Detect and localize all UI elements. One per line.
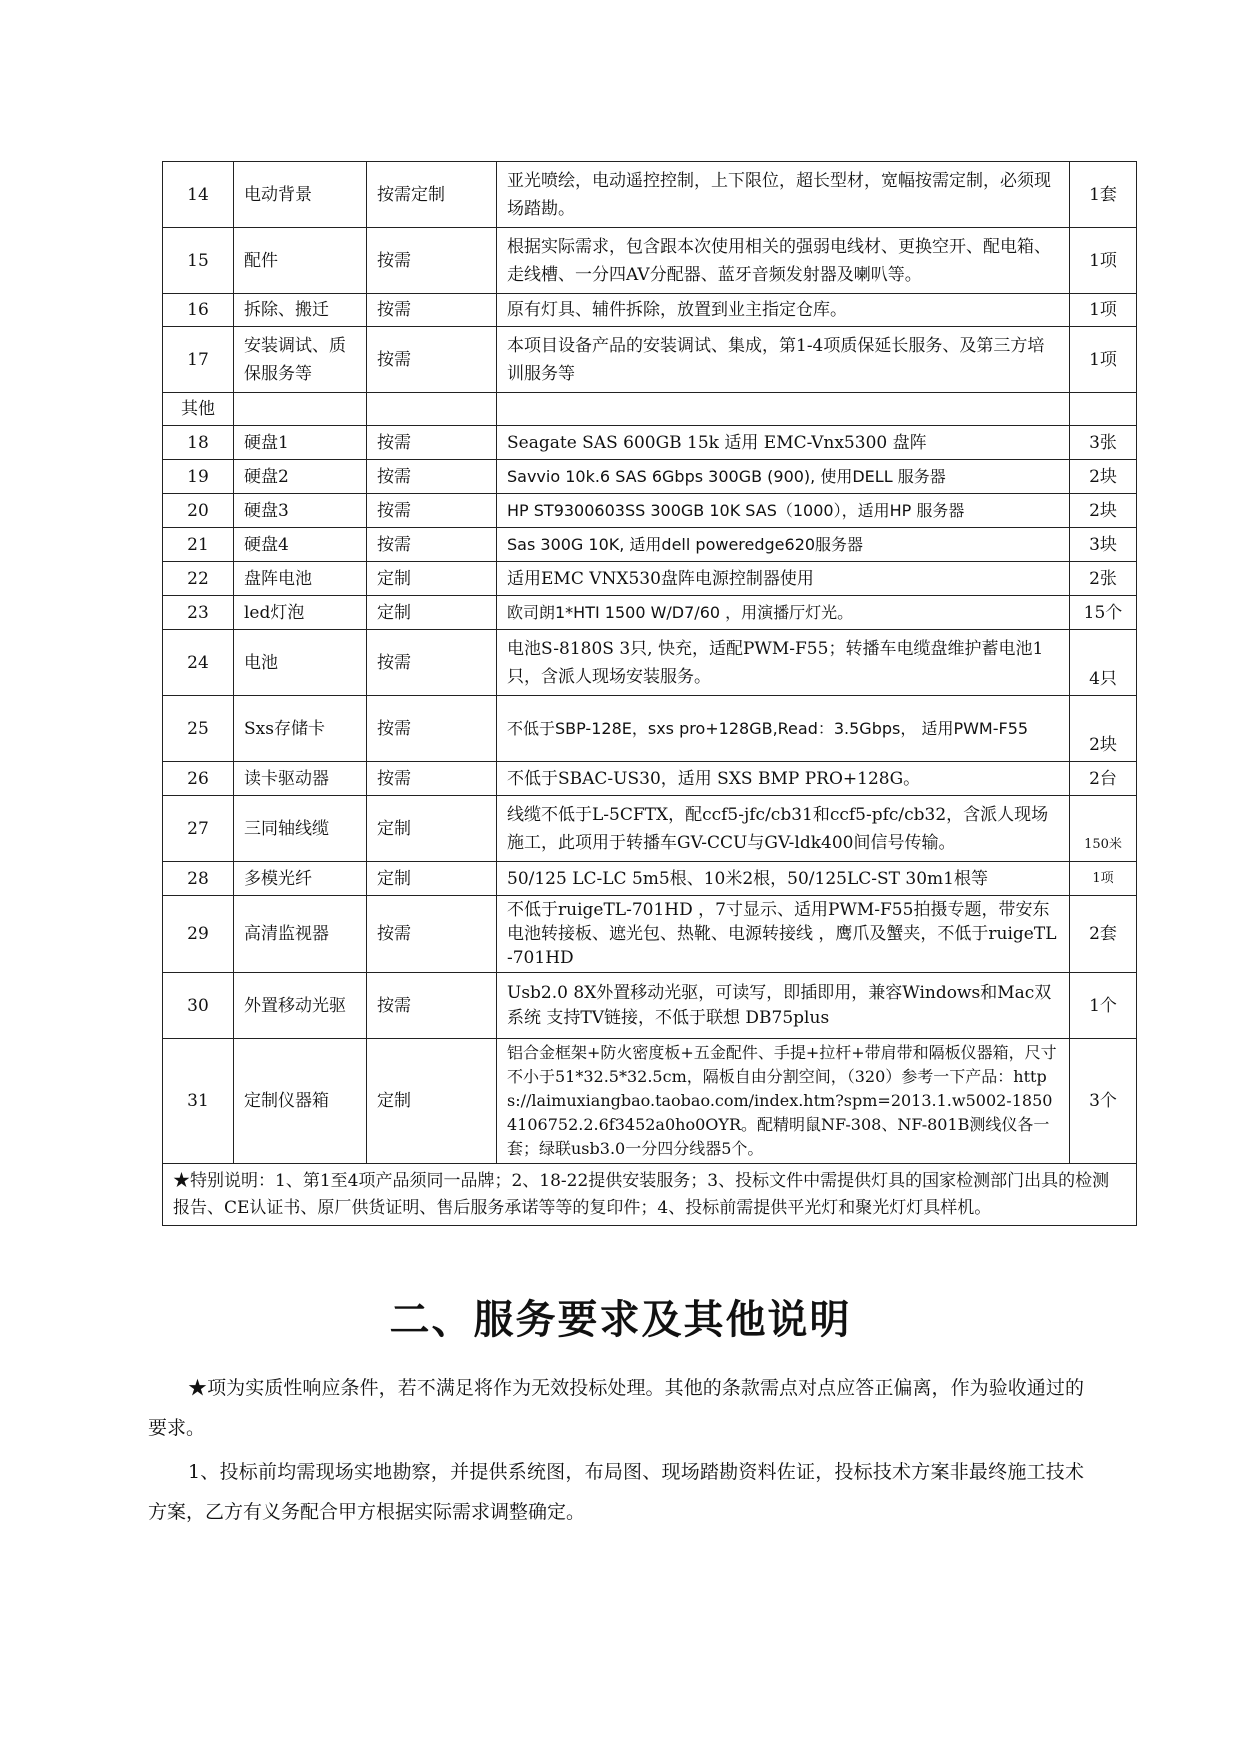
procurement-mode	[367, 393, 497, 426]
item-description: 线缆不低于L-5CFTX，配ccf5-jfc/cb31和ccf5-pfc/cb32，含派人现场施工，此项用于转播车GV-CCU与GV-ldk400间信号传输。	[497, 796, 1070, 862]
table-row	[163, 762, 1137, 796]
procurement-mode: 按需	[367, 630, 497, 696]
item-description: 根据实际需求，包含跟本次使用相关的强弱电线材、更换空开、配电箱、走线槽、一分四AV分配器、蓝牙音频发射器及喇叭等。	[497, 228, 1070, 294]
table-row	[163, 426, 1137, 460]
item-quantity: 3张	[1070, 426, 1137, 460]
item-description: 不低于ruigeTL-701HD ，7寸显示、适用PWM-F55拍摄专题，带安东电池转接板、遮光包、热靴、电源转接线 ，鹰爪及蟹夹，不低于ruigeTL-701HD	[497, 896, 1070, 973]
item-quantity: 15个	[1070, 596, 1137, 630]
table-row	[163, 562, 1137, 596]
item-name	[234, 393, 367, 426]
table-row	[163, 528, 1137, 562]
procurement-mode: 按需	[367, 294, 497, 327]
item-description: 适用EMC VNX530盘阵电源控制器使用	[497, 562, 1070, 596]
item-description: 不低于SBP-128E，sxs pro+128GB,Read：3.5Gbps， 适用PWM-F55	[497, 696, 1070, 762]
item-name: led灯泡	[234, 596, 367, 630]
row-number: 25	[163, 696, 234, 762]
row-number: 30	[163, 973, 234, 1039]
procurement-mode: 定制	[367, 596, 497, 630]
row-number: 15	[163, 228, 234, 294]
item-quantity: 3个	[1070, 1039, 1137, 1164]
item-quantity: 3块	[1070, 528, 1137, 562]
item-quantity: 2块	[1070, 460, 1137, 494]
item-quantity: 1个	[1070, 973, 1137, 1039]
row-number: 16	[163, 294, 234, 327]
item-name: 高清监视器	[234, 896, 367, 973]
item-name: 外置移动光驱	[234, 973, 367, 1039]
table-row	[163, 162, 1137, 228]
item-description: Usb2.0 8X外置移动光驱，可读写，即插即用，兼容Windows和Mac双系统 支持TV链接，不低于联想 DB75plus	[497, 973, 1070, 1039]
item-description: Savvio 10k.6 SAS 6Gbps 300GB (900), 使用DELL 服务器	[497, 460, 1070, 494]
paragraph: 1、投标前均需现场实地勘察，并提供系统图，布局图、现场踏勘资料佐证，投标技术方案非最终施工技术方案，乙方有义务配合甲方根据实际需求调整确定。	[148, 1461, 1084, 1523]
table-row	[163, 973, 1137, 1039]
row-number: 27	[163, 796, 234, 862]
table-row	[163, 294, 1137, 327]
item-quantity: 1项	[1070, 862, 1137, 896]
table-row	[163, 630, 1137, 696]
item-description: 本项目设备产品的安装调试、集成，第1-4项质保延长服务、及第三方培训服务等	[497, 327, 1070, 393]
item-name: 读卡驱动器	[234, 762, 367, 796]
procurement-mode: 按需定制	[367, 162, 497, 228]
procurement-mode: 按需	[367, 696, 497, 762]
item-name: 三同轴线缆	[234, 796, 367, 862]
item-description: 铝合金框架+防火密度板+五金配件、手提+拉杆+带肩带和隔板仪器箱，尺寸不小于51*32.5*32.5cm，隔板自由分割空间，（320）参考一下产品：https://laimuxiangbao.taobao.com/index.htm?spm=2013.1.w5002-18504106752.2.6f3452a0ho0OYR。配精明鼠NF-308、NF-801B测线仪各一套；绿联usb3.0一分四分线器5个。	[497, 1039, 1070, 1164]
spec-table	[162, 161, 1137, 1226]
item-quantity: 150米	[1070, 796, 1137, 862]
item-name: 盘阵电池	[234, 562, 367, 596]
note-row	[163, 1164, 1137, 1226]
item-description: 欧司朗1*HTI 1500 W/D7/60 ，用演播厅灯光。	[497, 596, 1070, 630]
table-row	[163, 1039, 1137, 1164]
item-name: 配件	[234, 228, 367, 294]
item-quantity	[1070, 393, 1137, 426]
procurement-mode: 按需	[367, 762, 497, 796]
row-number: 24	[163, 630, 234, 696]
item-description: Seagate SAS 600GB 15k 适用 EMC-Vnx5300 盘阵	[497, 426, 1070, 460]
row-number: 19	[163, 460, 234, 494]
item-quantity: 1项	[1070, 228, 1137, 294]
table-row	[163, 327, 1137, 393]
row-number: 23	[163, 596, 234, 630]
table-row	[163, 228, 1137, 294]
row-number: 14	[163, 162, 234, 228]
item-quantity: 2张	[1070, 562, 1137, 596]
row-number: 29	[163, 896, 234, 973]
table-row	[163, 460, 1137, 494]
paragraph: ★项为实质性响应条件，若不满足将作为无效投标处理。其他的条款需点对点应答正偏离，作为验收通过的要求。	[148, 1377, 1084, 1439]
table-row	[163, 862, 1137, 896]
procurement-mode: 定制	[367, 1039, 497, 1164]
section-label: 其他	[163, 393, 234, 426]
procurement-mode: 按需	[367, 494, 497, 528]
row-number: 26	[163, 762, 234, 796]
item-quantity: 2套	[1070, 896, 1137, 973]
item-name: 硬盘3	[234, 494, 367, 528]
procurement-mode: 按需	[367, 460, 497, 494]
item-name: 硬盘4	[234, 528, 367, 562]
row-number: 31	[163, 1039, 234, 1164]
row-number: 21	[163, 528, 234, 562]
item-name: 电池	[234, 630, 367, 696]
procurement-mode: 按需	[367, 973, 497, 1039]
item-quantity: 2块	[1070, 494, 1137, 528]
item-description: 电池S-8180S 3只, 快充，适配PWM-F55；转播车电缆盘维护蓄电池1只，含派人现场安装服务。	[497, 630, 1070, 696]
item-quantity: 1项	[1070, 327, 1137, 393]
item-description: 不低于SBAC-US30，适用 SXS BMP PRO+128G。	[497, 762, 1070, 796]
item-description: 亚光喷绘，电动遥控控制，上下限位，超长型材，宽幅按需定制，必须现场踏勘。	[497, 162, 1070, 228]
item-description	[497, 393, 1070, 426]
section-row	[163, 393, 1137, 426]
item-name: Sxs存储卡	[234, 696, 367, 762]
procurement-mode: 定制	[367, 562, 497, 596]
item-name: 多模光纤	[234, 862, 367, 896]
item-description: 原有灯具、辅件拆除，放置到业主指定仓库。	[497, 294, 1070, 327]
item-quantity: 1项	[1070, 294, 1137, 327]
procurement-mode: 按需	[367, 896, 497, 973]
row-number: 18	[163, 426, 234, 460]
item-name: 拆除、搬迁	[234, 294, 367, 327]
row-number: 28	[163, 862, 234, 896]
procurement-mode: 定制	[367, 796, 497, 862]
item-quantity: 2台	[1070, 762, 1137, 796]
procurement-mode: 按需	[367, 528, 497, 562]
row-number: 22	[163, 562, 234, 596]
item-name: 电动背景	[234, 162, 367, 228]
procurement-mode: 按需	[367, 426, 497, 460]
item-name: 定制仪器箱	[234, 1039, 367, 1164]
table-row	[163, 596, 1137, 630]
item-description: Sas 300G 10K, 适用dell poweredge620服务器	[497, 528, 1070, 562]
section-heading: 二、服务要求及其他说明	[389, 1296, 852, 1343]
item-name: 硬盘1	[234, 426, 367, 460]
item-name: 硬盘2	[234, 460, 367, 494]
procurement-mode: 按需	[367, 327, 497, 393]
table-row	[163, 696, 1137, 762]
item-quantity: 2块	[1070, 696, 1137, 762]
table-row	[163, 494, 1137, 528]
procurement-mode: 定制	[367, 862, 497, 896]
item-quantity: 1套	[1070, 162, 1137, 228]
table-row	[163, 796, 1137, 862]
table-row	[163, 896, 1137, 973]
special-note: ★特别说明：1、第1至4项产品须同一品牌；2、18-22提供安装服务；3、投标文件中需提供灯具的国家检测部门出具的检测报告、CE认证书、原厂供货证明、售后服务承诺等等的复印件；4、投标前需提供平光灯和聚光灯灯具样机。	[163, 1164, 1137, 1226]
item-description: 50/125 LC-LC 5m5根、10米2根，50/125LC-ST 30m1根等	[497, 862, 1070, 896]
item-description: HP ST9300603SS 300GB 10K SAS（1000），适用HP 服务器	[497, 494, 1070, 528]
item-name: 安装调试、质保服务等	[234, 327, 367, 393]
item-quantity: 4只	[1070, 630, 1137, 696]
procurement-mode: 按需	[367, 228, 497, 294]
row-number: 20	[163, 494, 234, 528]
row-number: 17	[163, 327, 234, 393]
